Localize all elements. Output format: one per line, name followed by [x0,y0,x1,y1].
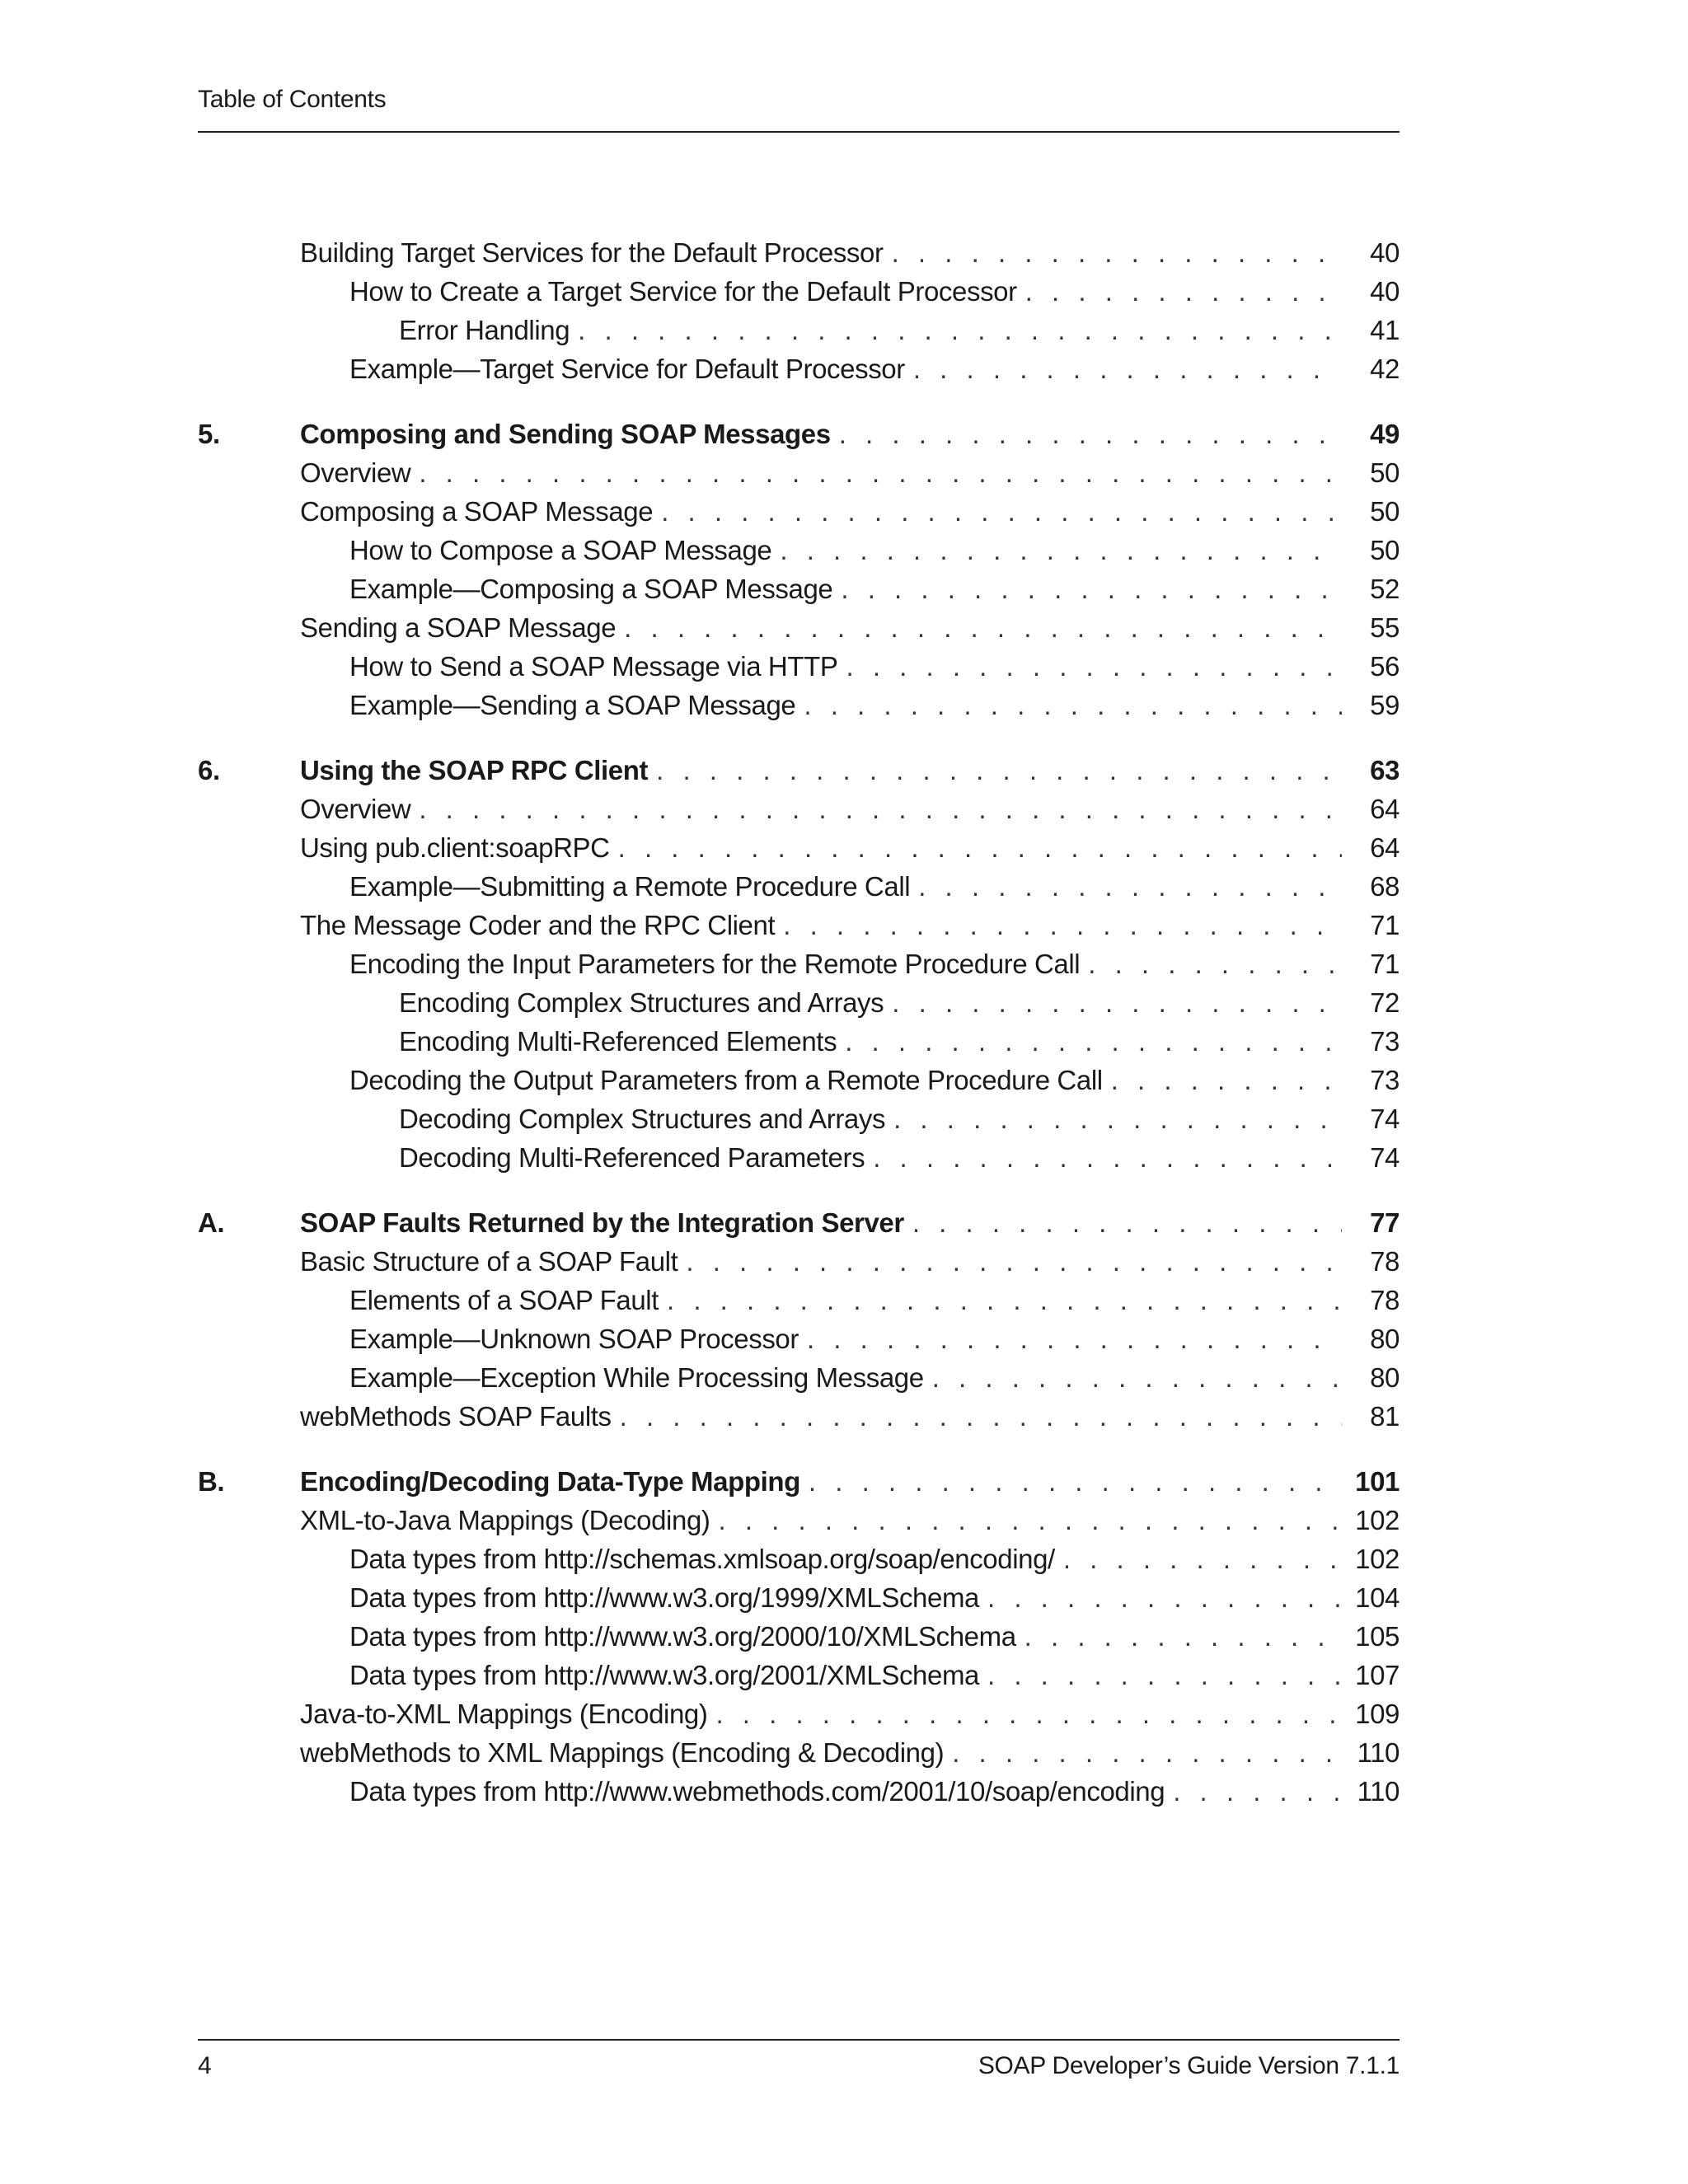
toc-entry-row[interactable] [198,832,1400,871]
toc-dot-leader [419,457,1342,489]
toc-entry-row[interactable] [198,574,1400,612]
toc-entry-row[interactable] [198,987,1400,1026]
toc-page-number: 55 [1370,612,1400,643]
toc-page-number: 78 [1370,1246,1400,1277]
toc-entry-label: webMethods to XML Mappings (Encoding & Decoding) [300,1737,945,1768]
toc-entry-label: Basic Structure of a SOAP Fault [300,1246,678,1277]
toc-page-number: 81 [1370,1401,1400,1432]
toc-entry-label: Example—Submitting a Remote Procedure Call [349,871,911,902]
toc-dot-leader [620,1401,1342,1432]
toc-dot-leader [987,1660,1342,1691]
toc-entry-label: Decoding the Output Parameters from a Remote Procedure Call [349,1065,1103,1095]
toc-page-number: 56 [1370,651,1400,682]
toc-dot-leader [783,910,1342,941]
toc-entry-label: Encoding/Decoding Data-Type Mapping [300,1466,800,1497]
toc-entry-label: Decoding Multi-Referenced Parameters [399,1142,865,1173]
toc-entry-label: SOAP Faults Returned by the Integration Server [300,1207,904,1238]
toc-entry-row[interactable] [198,949,1400,987]
toc-entry-label: Decoding Complex Structures and Arrays [399,1104,886,1134]
toc-dot-leader [686,1246,1342,1277]
toc-page-number: 41 [1370,315,1400,345]
table-of-contents [198,237,1400,1815]
toc-entry-row[interactable] [198,1660,1400,1699]
toc-dot-leader [780,535,1342,566]
toc-dot-leader [1025,276,1342,307]
toc-entry-row[interactable] [198,1065,1400,1104]
toc-entry-label: How to Send a SOAP Message via HTTP [349,651,838,682]
toc-page-number: 102 [1355,1505,1400,1535]
toc-entry-label: webMethods SOAP Faults [300,1401,612,1432]
toc-entry-label: Example—Composing a SOAP Message [349,574,833,604]
toc-page-number: 80 [1370,1324,1400,1354]
toc-page-number: 40 [1370,276,1400,307]
toc-page-number: 74 [1370,1142,1400,1173]
toc-dot-leader [846,651,1343,682]
toc-page-number: 71 [1370,910,1400,940]
toc-chapter-row[interactable] [198,1207,1400,1246]
footer-page-number: 4 [198,2052,212,2079]
toc-page-number: 105 [1355,1621,1400,1652]
toc-dot-leader [932,1362,1342,1394]
toc-dot-leader [1173,1776,1342,1807]
toc-entry-row[interactable] [198,496,1400,535]
toc-entry-row[interactable] [198,1324,1400,1362]
toc-dot-leader [912,1207,1342,1239]
toc-dot-leader [618,832,1342,864]
toc-dot-leader [918,871,1342,902]
toc-chapter-row[interactable] [198,755,1400,794]
toc-entry-row[interactable] [198,910,1400,949]
toc-page-number: 50 [1370,457,1400,488]
toc-entry-row[interactable] [198,535,1400,574]
toc-entry-label: Overview [300,794,411,824]
toc-entry-row[interactable] [198,354,1400,392]
toc-page-number: 101 [1355,1466,1400,1497]
toc-entry-label: Encoding Multi-Referenced Elements [399,1026,837,1057]
toc-dot-leader [952,1737,1342,1769]
toc-entry-label: How to Compose a SOAP Message [349,535,772,565]
toc-entry-label: Building Target Services for the Default Processor [300,237,884,268]
toc-entry-label: The Message Coder and the RPC Client [300,910,776,940]
footer-rule [198,2039,1400,2041]
toc-entry-label: Composing a SOAP Message [300,496,654,527]
toc-page-number: 107 [1355,1660,1400,1690]
toc-entry-row[interactable] [198,871,1400,910]
toc-dot-leader [1111,1065,1342,1096]
toc-entry-label: Error Handling [399,315,570,345]
running-header: Table of Contents [198,86,387,113]
toc-entry-label: How to Create a Target Service for the Default Processor [349,276,1017,307]
toc-entry-label: Elements of a SOAP Fault [349,1285,659,1315]
toc-page-number: 68 [1370,871,1400,902]
toc-entry-row[interactable] [198,1776,1400,1815]
toc-dot-leader [804,690,1342,721]
toc-dot-leader [892,987,1342,1019]
toc-entry-row[interactable] [198,1285,1400,1324]
toc-dot-leader [715,1699,1342,1730]
toc-page-number: 104 [1355,1582,1400,1613]
toc-entry-label: Using the SOAP RPC Client [300,755,649,785]
toc-chapter-number: A. [198,1207,225,1238]
toc-entry-label: Using pub.client:soapRPC [300,832,610,863]
toc-page-number: 59 [1370,690,1400,720]
toc-page-number: 49 [1370,419,1400,449]
toc-chapter-row[interactable] [198,419,1400,457]
toc-dot-leader [873,1142,1342,1174]
toc-entry-label: Example—Sending a SOAP Message [349,690,796,720]
header-rule [198,131,1400,133]
toc-entry-label: Encoding the Input Parameters for the Remote Procedure Call [349,949,1081,979]
toc-entry-row[interactable] [198,1621,1400,1660]
toc-page-number: 50 [1370,496,1400,527]
toc-page-number: 80 [1370,1362,1400,1393]
toc-entry-row[interactable] [198,276,1400,315]
toc-page-number: 110 [1357,1737,1400,1768]
toc-entry-row[interactable] [198,1582,1400,1621]
toc-entry-row[interactable] [198,690,1400,729]
toc-dot-leader [419,794,1342,825]
toc-entry-label: Example—Target Service for Default Processor [349,354,905,384]
toc-page-number: 40 [1370,237,1400,268]
toc-dot-leader [839,419,1342,450]
toc-dot-leader [893,1104,1342,1135]
toc-entry-row[interactable] [198,1142,1400,1181]
toc-entry-label: Data types from http://www.w3.org/1999/XMLSchema [349,1582,979,1613]
toc-dot-leader [987,1582,1342,1614]
toc-entry-row[interactable] [198,1699,1400,1737]
toc-entry-label: Data types from http://www.webmethods.com/2001/10/soap/encoding [349,1776,1165,1807]
toc-entry-row[interactable] [198,1104,1400,1142]
toc-entry-label: Data types from http://schemas.xmlsoap.org/soap/encoding/ [349,1544,1055,1574]
toc-entry-row[interactable] [198,1246,1400,1285]
toc-entry-label: Overview [300,457,411,488]
toc-entry-label: Example—Unknown SOAP Processor [349,1324,799,1354]
toc-page-number: 72 [1370,987,1400,1018]
toc-entry-label: Sending a SOAP Message [300,612,617,643]
toc-entry-label: Encoding Complex Structures and Arrays [399,987,884,1018]
toc-dot-leader [578,315,1342,346]
toc-entry-label: XML-to-Java Mappings (Decoding) [300,1505,710,1535]
toc-chapter-number: B. [198,1466,225,1497]
toc-dot-leader [841,574,1342,605]
toc-entry-label: Java-to-XML Mappings (Encoding) [300,1699,708,1729]
toc-entry-row[interactable] [198,651,1400,690]
toc-page-number: 109 [1355,1699,1400,1729]
toc-entry-row[interactable] [198,315,1400,354]
toc-dot-leader [624,612,1342,644]
toc-page-number: 110 [1357,1776,1400,1807]
toc-page-number: 78 [1370,1285,1400,1315]
toc-dot-leader [1063,1544,1342,1575]
toc-entry-row[interactable] [198,237,1400,276]
toc-entry-row[interactable] [198,457,1400,496]
toc-page-number: 102 [1355,1544,1400,1574]
toc-page-number: 64 [1370,832,1400,863]
toc-chapter-row[interactable] [198,1466,1400,1505]
toc-dot-leader [667,1285,1342,1316]
toc-page-number: 64 [1370,794,1400,824]
toc-dot-leader [656,755,1342,786]
toc-entry-row[interactable] [198,1362,1400,1401]
toc-page-number: 42 [1370,354,1400,384]
toc-dot-leader [719,1505,1343,1536]
toc-page-number: 77 [1370,1207,1400,1238]
toc-page-number: 50 [1370,535,1400,565]
toc-page-number: 71 [1370,949,1400,979]
toc-dot-leader [913,354,1342,385]
toc-entry-row[interactable] [198,1544,1400,1582]
footer-doc-title: SOAP Developer’s Guide Version 7.1.1 [978,2052,1400,2079]
toc-chapter-number: 6. [198,755,220,785]
toc-entry-label: Example—Exception While Processing Message [349,1362,924,1393]
toc-entry-row[interactable] [198,1026,1400,1065]
toc-dot-leader [807,1324,1342,1355]
toc-page-number: 73 [1370,1026,1400,1057]
toc-page-number: 73 [1370,1065,1400,1095]
toc-entry-row[interactable] [198,794,1400,832]
toc-dot-leader [1025,1621,1342,1652]
toc-entry-row[interactable] [198,1401,1400,1440]
toc-page-number: 74 [1370,1104,1400,1134]
toc-dot-leader [1088,949,1342,980]
toc-entry-label: Data types from http://www.w3.org/2001/XMLSchema [349,1660,979,1690]
toc-dot-leader [809,1466,1342,1497]
toc-entry-label: Data types from http://www.w3.org/2000/10/XMLSchema [349,1621,1016,1652]
toc-dot-leader [892,237,1342,269]
toc-entry-row[interactable] [198,1737,1400,1776]
toc-chapter-number: 5. [198,419,220,449]
toc-page-number: 52 [1370,574,1400,604]
toc-dot-leader [661,496,1342,527]
toc-entry-row[interactable] [198,1505,1400,1544]
toc-page-number: 63 [1370,755,1400,785]
toc-dot-leader [845,1026,1342,1057]
toc-entry-label: Composing and Sending SOAP Messages [300,419,831,449]
toc-entry-row[interactable] [198,612,1400,651]
